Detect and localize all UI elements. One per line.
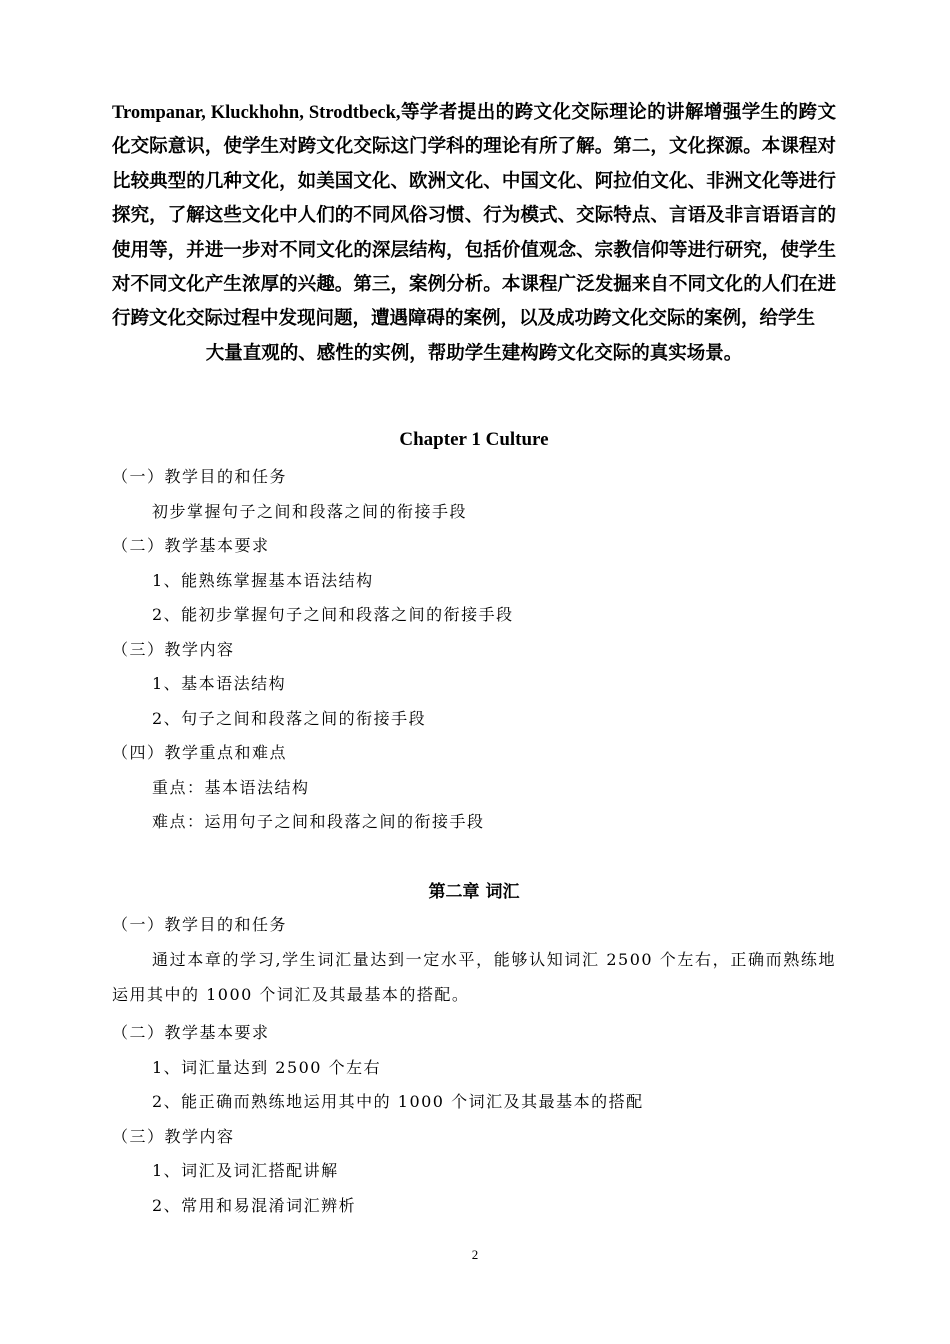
- ch1-section3-item2: 2、句子之间和段落之间的衔接手段: [152, 709, 427, 728]
- ch1-section2-item2: 2、能初步掌握句子之间和段落之间的衔接手段: [152, 605, 514, 624]
- intro-lead-names: Trompanar, Kluckhohn, Strodtbeck,: [112, 103, 401, 123]
- chapter-1-title: Chapter 1 Culture: [399, 429, 549, 450]
- chapter-2-title: 第二章 词汇: [428, 882, 520, 902]
- ch1-section3-item1: 1、基本语法结构: [152, 674, 287, 693]
- intro-last-line: 大量直观的、感性的实例，帮助学生建构跨文化交际的真实场景。: [205, 342, 743, 364]
- ch2-section3-item1: 1、词汇及词汇搭配讲解: [152, 1161, 339, 1180]
- ch2-section3-heading: （三）教学内容: [112, 1127, 235, 1146]
- ch1-section2-item1: 1、能熟练掌握基本语法结构: [152, 571, 374, 590]
- page-number: 2: [471, 1247, 479, 1262]
- ch2-section1-text: 通过本章的学习,学生词汇量达到一定水平，能够认知词汇 2500 个左右，正确而熟练地运用其中的 1000 个词汇及其最基本的搭配。: [112, 950, 836, 1004]
- ch1-section4-difficulty: 难点：运用句子之间和段落之间的衔接手段: [152, 812, 485, 831]
- ch1-section3-heading: （三）教学内容: [112, 640, 235, 659]
- ch2-section3-item2: 2、常用和易混淆词汇辨析: [152, 1196, 357, 1215]
- ch1-section2-heading: （二）教学基本要求: [112, 536, 270, 555]
- ch2-section2-item1: 1、词汇量达到 2500 个左右: [152, 1058, 382, 1077]
- ch1-section1-heading: （一）教学目的和任务: [112, 467, 288, 486]
- intro-body-text: 等学者提出的跨文化交际理论的讲解增强学生的跨文化交际意识，使学生对跨文化交际这门学科的理论有所了解。第二，文化探源。本课程对比较典型的几种文化，如美国文化、欧洲文化、中国文化、阿拉伯文化、非洲文化等进行探究，了解这些文化中人们的不同风俗习惯、行为模式、交际特点、言语及非言语语言的使用等，并进一步对不同文化的深层结构，包括价值观念、宗教信仰等进行研究，使学生对不同文化产生浓厚的兴趣。第三，案例分析。本课程广泛发掘来自不同文化的人们在进行跨文化交际过程中发现问题，遭遇障碍的案例，以及成功跨文化交际的案例，给学生: [112, 102, 836, 330]
- ch2-section2-item2: 2、能正确而熟练地运用其中的 1000 个词汇及其最基本的搭配: [152, 1092, 644, 1111]
- intro-paragraph: [112, 96, 836, 371]
- ch2-section2-heading: （二）教学基本要求: [112, 1023, 270, 1042]
- ch2-section1-heading: （一）教学目的和任务: [112, 915, 288, 934]
- ch1-section4-heading: （四）教学重点和难点: [112, 743, 288, 762]
- ch1-section4-key-point: 重点：基本语法结构: [152, 778, 310, 797]
- ch1-section1-text: 初步掌握句子之间和段落之间的衔接手段: [152, 502, 468, 521]
